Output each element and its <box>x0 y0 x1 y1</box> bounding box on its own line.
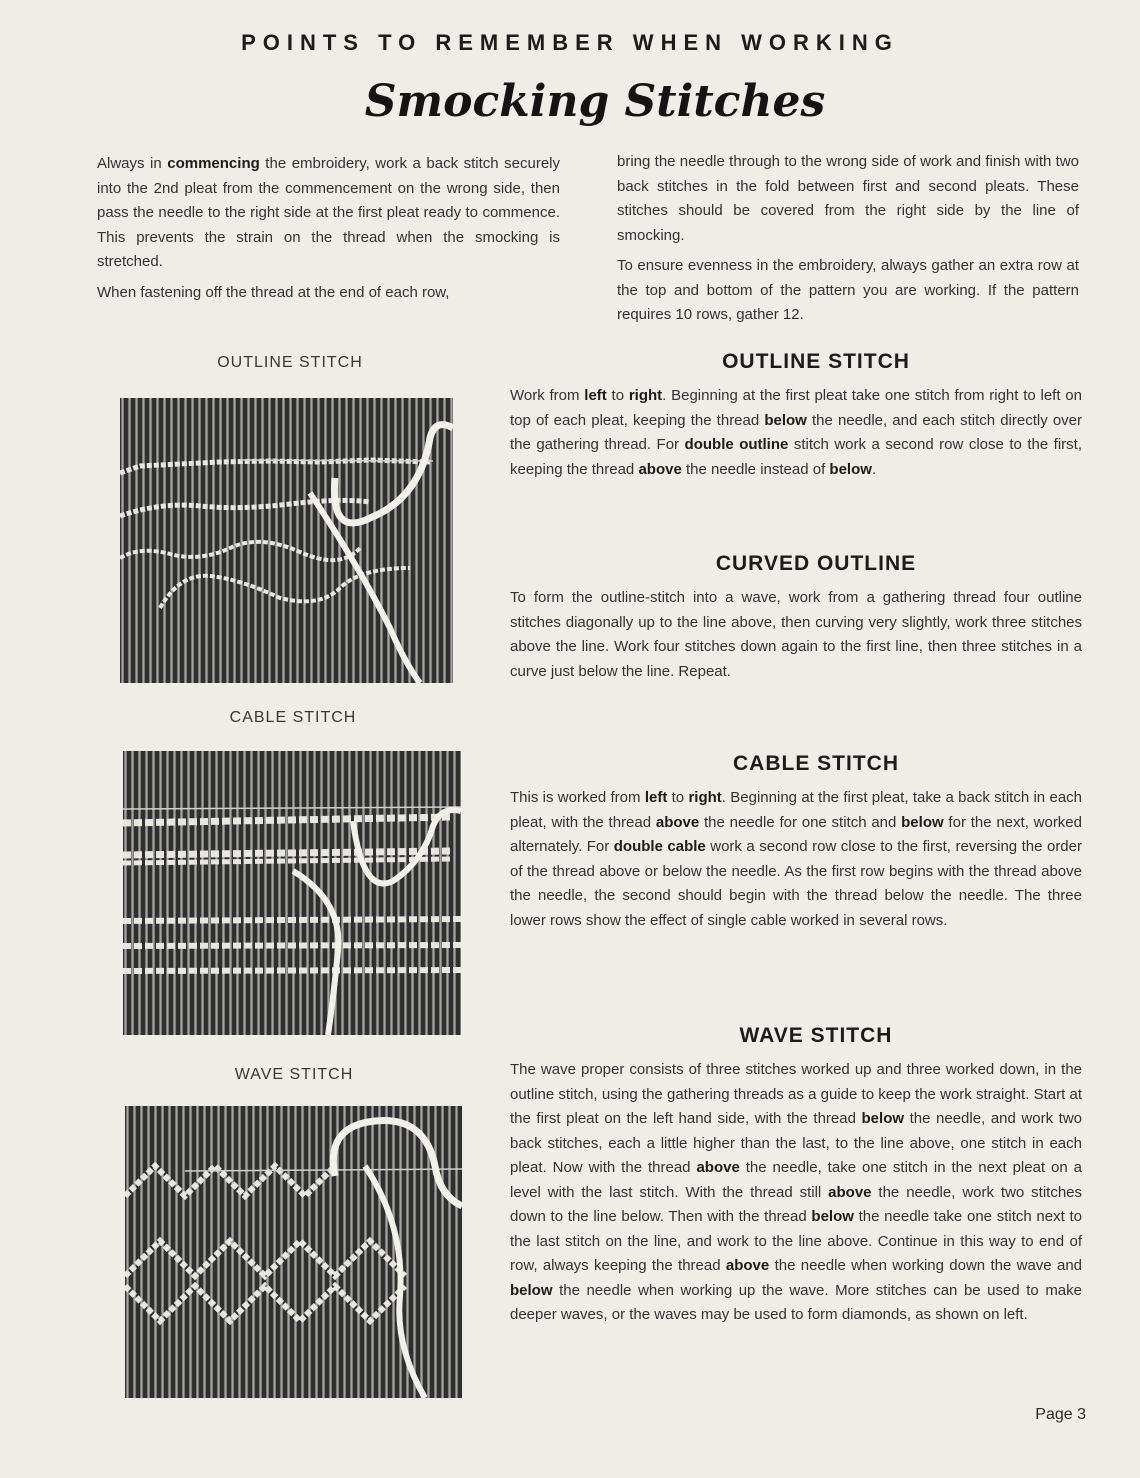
figure-caption-outline: OUTLINE STITCH <box>217 354 363 371</box>
emphasis-text: below <box>510 1281 553 1299</box>
section-curved-outline <box>510 552 1082 690</box>
emphasis-text: double outline <box>684 436 789 453</box>
outline-stitch-photo <box>120 398 453 683</box>
emphasis-text: below <box>764 411 807 429</box>
emphasis-text: left <box>584 387 607 404</box>
section-heading: CABLE STITCH <box>733 752 899 775</box>
emphasis-text: left <box>644 789 668 806</box>
figure-caption-cable: CABLE STITCH <box>229 709 357 726</box>
section-heading: CURVED OUTLINE <box>715 552 917 575</box>
section-outline-stitch <box>510 350 1082 488</box>
section-body: To form the outline-stitch into a wave, work from a gathering thread four outline stitches diagonally up to the line above, then curving very slightly, work three stitches above the line. Work four stitches down again to the first line, then three stitches in a curve just below the line. Repeat. <box>510 589 1082 680</box>
figure-caption-wave: WAVE STITCH <box>234 1066 354 1083</box>
intro-paragraph: To ensure evenness in the embroidery, always gather an extra row at the top and bottom of the pattern you are working. If the pattern requires 10 rows, gather 12. <box>617 257 1079 323</box>
emphasis-text: double cable <box>613 838 706 855</box>
emphasis-text: above <box>696 1159 740 1176</box>
intro-paragraph: bring the needle through to the wrong side of work and finish with two back stitches in the fold between first and second pleats. These stitches should be covered from the right side by the line of smocking. <box>617 153 1079 244</box>
emphasis-text: below <box>811 1208 854 1225</box>
emphasis-text: above <box>725 1257 770 1274</box>
intro-left-column <box>97 152 560 311</box>
section-cable-stitch <box>510 752 1082 939</box>
emphasis-text: right <box>688 789 722 806</box>
emphasis-text: right <box>628 387 663 404</box>
emphasis-text: below <box>901 813 944 831</box>
page-header: POINTS TO REMEMBER WHEN WORKING <box>241 30 899 55</box>
emphasis-text: above <box>638 460 682 478</box>
emphasis-text: below <box>861 1110 905 1127</box>
page-title: Smocking Stitches <box>364 76 826 127</box>
section-body: The wave proper consists of three stitches worked up and three worked down, in the outline stitch, using the gathering threads as a guide to keep the work straight. Start at the first pleat on the left hand side, with the thread below the needle, and work two back stitches, each a little higher than the last, to the line above, one stitch in each pleat. Now with the thread above the needle, take one stitch in the next pleat on a level with the last stitch. With the thread still above the needle, work two stitches down to the line below. Then with the thread below the needle take one stitch next to the last stitch on the line, and work to the line above. Continue in this way to end of row, always keeping the thread above the needle when working down the wave and below the needle when working up the wave. More stitches can be used to make deeper waves, or the waves may be used to form diamonds, as shown on left. <box>510 1061 1083 1323</box>
page-number: Page 3 <box>1035 1406 1086 1423</box>
section-wave-stitch <box>510 1024 1082 1334</box>
section-heading: WAVE STITCH <box>739 1024 893 1047</box>
intro-paragraph: Always in commencing the embroidery, work a back stitch securely into the 2nd pleat from the commencement on the wrong side, then pass the needle to the right side at the first pleat ready to commence. This prevents the strain on the thread when the smocking is stretched. <box>97 155 560 270</box>
intro-paragraph: When fastening off the thread at the end of each row, <box>97 283 450 301</box>
emphasis-text: above <box>828 1183 872 1201</box>
cable-stitch-photo <box>123 751 461 1035</box>
intro-right-column <box>617 150 1079 334</box>
section-body: Work from left to right. Beginning at the first pleat take one stitch from right to left on top of each pleat, keeping the thread below the needle, and each stitch directly over the gathering thread. For double outline stitch work a second row close to the first, keeping the thread above the needle instead of below. <box>510 387 1082 478</box>
section-body: This is worked from left to right. Beginning at the first pleat, take a back stitch in each pleat, with the thread above the needle for one stitch and below for the next, worked alternately. For double cable work a second row close to the first, reversing the order of the thread above or below the needle. As the first row begins with the thread above the needle, the second should begin with the thread below the needle. The three lower rows show the effect of single cable worked in several rows. <box>510 789 1082 929</box>
emphasis-text: below <box>829 460 872 478</box>
emphasis-text: above <box>655 813 700 831</box>
wave-stitch-photo <box>125 1106 462 1398</box>
section-heading: OUTLINE STITCH <box>722 350 910 373</box>
emphasis-text: commencing <box>167 155 260 172</box>
